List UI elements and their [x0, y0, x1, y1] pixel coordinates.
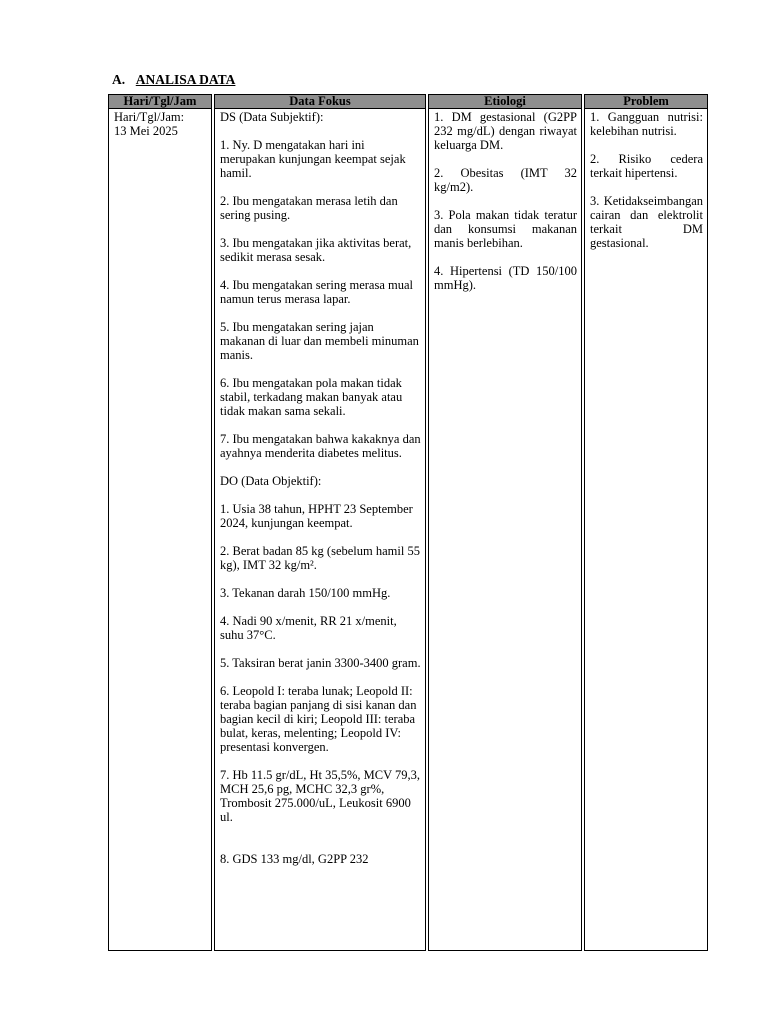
table-header-row: [108, 94, 708, 109]
header-etiologi: Etiologi: [428, 94, 582, 109]
ds-item: 7. Ibu mengatakan bahwa kakaknya dan ayahnya menderita diabetes melitus.: [220, 432, 421, 460]
etiologi-item: 3. Pola makan tidak teratur dan konsumsi makanan manis berlebihan.: [434, 208, 577, 250]
etiologi-item: 2. Obesitas (IMT 32 kg/m2).: [434, 166, 577, 194]
problem-item: 1. Gangguan nutrisi: kelebihan nutrisi.: [590, 110, 703, 138]
problem-item: 2. Risiko cedera terkait hipertensi.: [590, 152, 703, 180]
problem-item: 3. Ketidakseimbangan cairan dan elektrolit terkait DM gestasional.: [590, 194, 703, 250]
do-item: 3. Tekanan darah 150/100 mmHg.: [220, 586, 391, 600]
table-row: [108, 109, 708, 951]
do-item: 6. Leopold I: teraba lunak; Leopold II: teraba bagian panjang di sisi kanan dan bagian kecil di kiri; Leopold III: teraba bulat, keras, melenting; Leopold IV: presentasi konvergen.: [220, 684, 417, 754]
hari-label: Hari/Tgl/Jam:: [114, 110, 185, 124]
cell-data-fokus: [214, 109, 426, 951]
etiologi-item: 1. DM gestasional (G2PP 232 mg/dL) dengan riwayat keluarga DM.: [434, 110, 577, 152]
do-item: 8. GDS 133 mg/dl, G2PP 232: [220, 852, 369, 866]
do-item: 1. Usia 38 tahun, HPHT 23 September 2024, kunjungan keempat.: [220, 502, 413, 530]
header-problem: Problem: [584, 94, 708, 109]
cell-hari: [108, 109, 212, 951]
do-item: 5. Taksiran berat janin 3300-3400 gram.: [220, 656, 421, 670]
header-data-fokus: Data Fokus: [214, 94, 426, 109]
do-title: DO (Data Objektif):: [220, 474, 322, 488]
do-item: 2. Berat badan 85 kg (sebelum hamil 55 kg), IMT 32 kg/m².: [220, 544, 420, 572]
ds-item: 2. Ibu mengatakan merasa letih dan sering pusing.: [220, 194, 398, 222]
ds-item: 5. Ibu mengatakan sering jajan makanan di luar dan membeli minuman manis.: [220, 320, 419, 362]
ds-item: 1. Ny. D mengatakan hari ini merupakan kunjungan keempat sejak hamil.: [220, 138, 406, 180]
etiologi-item: 4. Hipertensi (TD 150/100 mmHg).: [434, 264, 577, 292]
ds-item: 6. Ibu mengatakan pola makan tidak stabil, terkadang makan banyak atau tidak makan sama sekali.: [220, 376, 403, 418]
cell-problem: [584, 109, 708, 951]
do-item: 4. Nadi 90 x/menit, RR 21 x/menit, suhu 37°C.: [220, 614, 397, 642]
section-heading: [112, 72, 235, 88]
ds-item: 3. Ibu mengatakan jika aktivitas berat, sedikit merasa sesak.: [220, 236, 412, 264]
analisa-data-table: [106, 94, 710, 951]
hari-date: 13 Mei 2025: [114, 124, 178, 138]
cell-etiologi: [428, 109, 582, 951]
ds-item: 4. Ibu mengatakan sering merasa mual namun terus merasa lapar.: [220, 278, 413, 306]
section-number: A.: [112, 72, 126, 87]
do-item: 7. Hb 11.5 gr/dL, Ht 35,5%, MCV 79,3, MCH 25,6 pg, MCHC 32,3 gr%, Trombosit 275.000/uL, Leukosit 6900 ul.: [220, 768, 420, 824]
section-title: ANALISA DATA: [135, 72, 236, 87]
ds-title: DS (Data Subjektif):: [220, 110, 324, 124]
header-hari: Hari/Tgl/Jam: [108, 94, 212, 109]
